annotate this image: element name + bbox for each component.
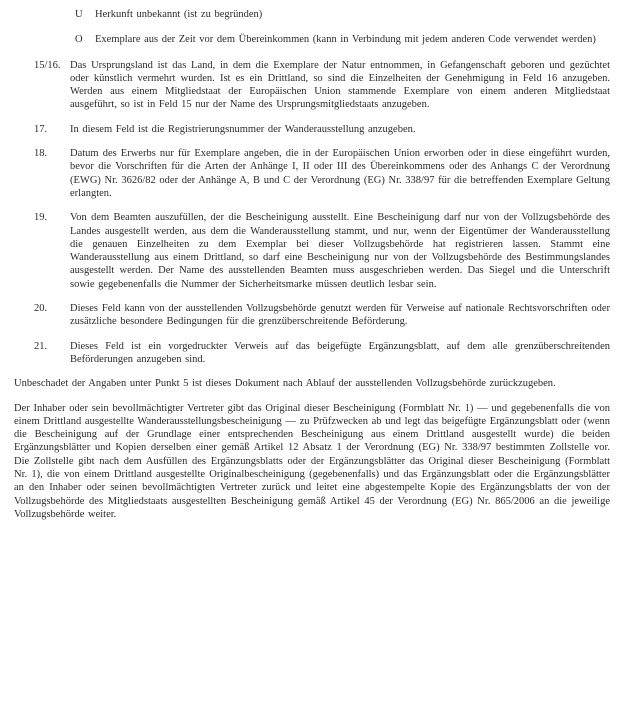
note-number: 20. [34, 303, 48, 315]
code-description: Herkunft unbekannt (ist zu begründen) [95, 9, 263, 20]
closing-paragraph-return: Unbeschadet der Angaben unter Punkt 5 ist dieses Dokument nach Ablauf der ausstellenden Vollzugsbehörde zurückzugeben. [14, 378, 556, 390]
note-18 [14, 147, 610, 200]
origin-code-list [14, 8, 610, 47]
code-item-u [75, 8, 610, 21]
note-number: 18. [34, 148, 48, 160]
note-text: Dieses Feld kann von der ausstellenden Vollzugsbehörde genutzt werden für Verweise auf nationale Rechtsvorschriften oder zusätzliche besondere Bedingungen für die grenzüberschreitende Beförderung. [70, 303, 610, 328]
note-text: Das Ursprungsland ist das Land, in dem die Exemplare der Natur entnommen, in Gefangenschaft geboren und gezüchtet oder künstlich vermehrt wurden. Ist es ein Drittland, so sind die Einzelheiten der Genehmigung in Feld 16 anzugeben. Werden aus einem Mitgliedstaat der Europäischen Union stammende Exemplare von einem anderen Mitgliedstaat ausgeführt, so ist in Feld 15 nur der Name des Ursprungsmitgliedstaats anzugeben. [70, 59, 610, 111]
note-text: In diesem Feld ist die Registrierungsnummer der Wanderausstellung anzugeben. [70, 123, 416, 135]
note-text: Von dem Beamten auszufüllen, der die Bescheinigung ausstellt. Eine Bescheinigung darf nur von der Vollzugsbehörde des Landes ausgestellt werden, aus dem die Wanderausstellung stammt, und nur, wenn der Eigentümer der Wanderausstellung die genauen Einzelheiten zu dem Exemplar bei dieser Vollzugsbehörde hat registrieren lassen. Stammt eine Wanderausstellung aus einem Drittland, so darf eine Bescheinigung nur von der Vollzugsbehörde des Bestimmungslandes ausgestellt werden. Der Name des ausstellenden Beamten muss ausgeschrieben werden. Das Siegel und die Unterschrift sowie gegebenenfalls die Nummer der Sicherheitsmarke müssen deutlich lesbar sein. [70, 212, 610, 290]
code-description: Exemplare aus der Zeit vor dem Übereinkommen (kann in Verbindung mit jedem anderen Code verwendet werden) [95, 34, 596, 46]
code-letter: O [75, 34, 83, 46]
code-item-o [75, 33, 610, 46]
field-notes-list [14, 59, 610, 367]
note-15-16 [14, 59, 610, 112]
note-number: 21. [34, 340, 48, 352]
closing-paragraphs [14, 377, 610, 521]
note-17 [14, 123, 610, 136]
note-20 [14, 302, 610, 329]
note-19 [14, 211, 610, 291]
note-number: 19. [34, 212, 48, 224]
code-letter: U [75, 9, 83, 20]
note-text: Datum des Erwerbs nur für Exemplare angeben, die in der Europäischen Union erworben oder in diese eingeführt wurden, bevor die Vorschriften für die Arten der Anhänge I, II oder III des Übereinkommens oder des Anhangs C der Verordnung (EWG) Nr. 3626/82 oder der Anhänge A, B und C der Verordnung (EG) Nr. 338/97 für die betreffenden Exemplare Geltung erlangten. [70, 148, 610, 199]
closing-paragraph-procedure: Der Inhaber oder sein bevollmächtigter Vertreter gibt das Original dieser Bescheinigung (Formblatt Nr. 1) — und gegebenenfalls die von einem Drittland ausgestellte Wanderausstellungsbescheinigung — zu Prüfzwecken ab und legt das beigefügte Ergänzungsblatt oder (wenn die Bescheinigung auf der Grundlage einer entsprechenden Bescheinigung aus einem Drittland ausgestellt wurde) die beiden Ergänzungsblätter und Kopien derselben einer gemäß Artikel 12 Absatz 1 der Verordnung (EG) Nr. 338/97 bestimmten Zollstelle vor. Die Zollstelle gibt nach dem Ausfüllen des Ergänzungsblatts oder der Ergänzungsblätter das Original dieser Bescheinigung (Formblatt Nr. 1), die von einem Drittland ausgestellte Originalbescheinigung (gegebenenfalls) und das Ergänzungsblatt oder die Ergänzungsblätter an den Inhaber oder seinen bevollmächtigten Vertreter zurück und leitet eine abgestempelte Kopie des Ergänzungsblatts der von der Vollzugsbehörde des Mitgliedstaats ausgestellten Bescheinigung gemäß Artikel 45 der Verordnung (EG) Nr. 865/2006 an die jeweilige Vollzugsbehörde weiter. [14, 402, 610, 520]
note-number: 17. [34, 123, 48, 135]
note-21 [14, 340, 610, 367]
note-text: Dieses Feld ist ein vorgedruckter Verweis auf das beigefügte Ergänzungsblatt, auf dem alle grenzüberschreitenden Beförderungen anzugeben sind. [70, 340, 610, 365]
note-number: 15/16. [34, 59, 61, 71]
